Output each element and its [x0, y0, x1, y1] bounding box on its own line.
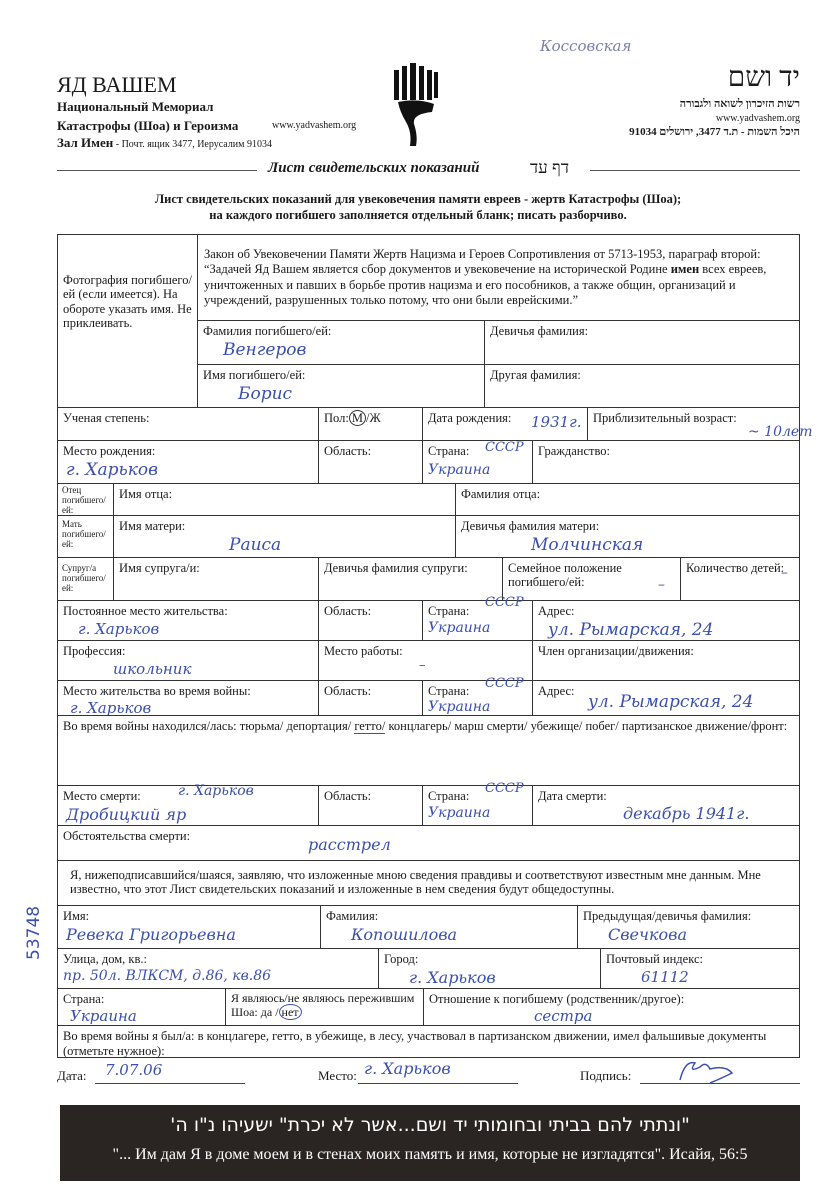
other-surname-field[interactable] [484, 364, 800, 408]
residence-city: г. Харьков [78, 620, 160, 638]
submitter-city: г. Харьков [409, 968, 496, 987]
war-residence-address: ул. Рымарская, 24 [588, 692, 754, 712]
submitter-country-field[interactable] [57, 988, 226, 1026]
residence-label: Постоянное место жительства: [63, 604, 228, 618]
submitter-name: Ревека Григорьевна [66, 925, 236, 944]
intro-line2: на каждого погибшего заполняется отдельный бланк; писать разборчиво. [209, 207, 627, 222]
date-value[interactable]: 7.07.06 [105, 1061, 163, 1079]
war-status-prefix: Во время войны находился/лась: тюрьма/ депортация/ [63, 719, 355, 733]
submitter-country: Украина [70, 1007, 137, 1025]
death-place-field[interactable] [57, 785, 319, 826]
survivor-yes[interactable]: да / [260, 1004, 279, 1019]
place-value[interactable]: г. Харьков [364, 1059, 451, 1078]
residence-region-field[interactable] [318, 600, 423, 641]
war-region-field[interactable] [318, 680, 423, 716]
spouse-marital-label: Семейное положение погибшего/ей: [508, 561, 622, 590]
quote-banner [60, 1105, 800, 1181]
victim-name-label: Имя погибшего/ей: [203, 368, 306, 382]
org-name-he: יד ושם [727, 62, 800, 93]
victim-maiden-label: Девичья фамилия: [490, 324, 589, 338]
war-residence-region-label: Область: [324, 684, 372, 698]
victim-surname-value: Венгеров [223, 340, 307, 360]
hall-name: Зал Имен [57, 135, 114, 150]
submitter-surname: Копошилова [351, 925, 458, 944]
victim-dob: 1931г. [531, 413, 582, 431]
victim-surname-label: Фамилия погибшего/ей: [203, 324, 332, 338]
death-country-2: Украина [428, 805, 491, 821]
death-date-label: Дата смерти: [538, 789, 607, 803]
death-place-2: Дробицкий яр [66, 805, 187, 824]
dob-field[interactable] [422, 407, 588, 441]
address-text: - Почт. ящик 3477, Иерусалим 91034 [115, 139, 272, 150]
signature-mark[interactable] [670, 1055, 740, 1090]
signature-label: Подпись: [580, 1068, 632, 1083]
death-region-field[interactable] [318, 785, 423, 826]
father-surname-field[interactable] [455, 483, 800, 516]
death-region-label: Область: [324, 789, 372, 803]
submitter-prev-label: Предыдущая/девичья фамилия: [583, 909, 752, 923]
subtitle-he: רשות הזיכרון לשואה ולגבורה [679, 98, 800, 110]
spouse-children-label: Количество детей: [686, 561, 785, 575]
address-ru [57, 135, 272, 151]
residence-field[interactable] [57, 600, 319, 641]
victim-age-label: Приблизительный возраст: [593, 411, 737, 425]
yad-vashem-logo [392, 62, 442, 147]
mother-name-label: Имя матери: [119, 519, 186, 533]
spouse-side-label: Супруг/а погибшего/ей: [57, 557, 114, 601]
citizenship-field[interactable] [532, 440, 800, 484]
war-residence-label: Место жительства во время войны: [63, 684, 251, 698]
victim-country-label: Страна: [428, 444, 470, 458]
mother-maiden-field[interactable] [455, 515, 800, 558]
archive-note: Коссовская [540, 37, 632, 55]
work-workplace-label: Место работы: [324, 644, 403, 658]
photo-note: Фотография погибшего/ей (если имеется). На обороте указать имя. Не приклеивать. [63, 273, 192, 331]
mother-maiden-label: Девичья фамилия матери: [461, 519, 600, 533]
residence-address-field[interactable] [532, 600, 800, 641]
membership-field[interactable] [532, 640, 800, 681]
submitter-prev-surname-field[interactable] [577, 905, 800, 949]
children-count-field[interactable] [680, 557, 800, 601]
mother-name-field[interactable] [113, 515, 456, 558]
intro-line1: Лист свидетельских показаний для увековечения памяти евреев - жертв Катастрофы (Шоа); [154, 192, 682, 206]
ghetto-marked: гетто/ [354, 719, 386, 733]
war-status-field[interactable] [57, 715, 800, 786]
victim-degree-label: Ученая степень: [63, 411, 150, 425]
org-line2: Катастрофы (Шоа) и Героизма [57, 118, 239, 133]
work-member-label: Член организации/движения: [538, 644, 694, 658]
submitter-surname-field[interactable] [320, 905, 578, 949]
war-residence-country-1: СССР [485, 676, 524, 691]
spouse-maiden-label: Девичья фамилия супруги: [324, 561, 468, 575]
victim-other-surname-label: Другая фамилия: [490, 368, 581, 382]
quote-hebrew: "ונתתי להם בביתי ובחומותי יד ושם...אשר לא יכרת" ישעיהו נ"ו ה' [170, 1114, 690, 1136]
org-name-ru: ЯД ВАШЕМ [57, 72, 177, 97]
survivor-field[interactable] [225, 988, 424, 1026]
war-country-field[interactable] [422, 676, 533, 716]
submitter-city-label: Город: [384, 952, 419, 966]
birth-region-field[interactable] [318, 440, 423, 484]
father-name-label: Имя отца: [119, 487, 173, 501]
address-he: היכל השמות - ת.ד 3477, ירושלים 91034 [629, 126, 800, 138]
work-profession: школьник [113, 660, 192, 678]
war-residence-country-label: Страна: [428, 684, 470, 698]
victim-sex-label: Пол: [324, 411, 349, 425]
death-country-1: СССР [485, 781, 524, 796]
birth-country-field[interactable] [422, 440, 533, 484]
website-left: www.yadvashem.org [272, 120, 357, 131]
victim-birthplace: г. Харьков [66, 460, 159, 480]
submitter-country-label: Страна: [63, 992, 105, 1006]
submitter-war-field[interactable]: Во время войны я был/а: в концлагере, гетто, в убежище, в лесу, участвовал в партизанском движении, имел фальшивые документы (отметьте нужное): [57, 1025, 800, 1058]
spouse-name-label: Имя супруга/и: [119, 561, 200, 575]
war-status-suffix: концлагерь/ марш смерти/ убежище/ побег/ партизанское движение/фронт: [385, 719, 788, 733]
law-text-before: Закон об Увековечении Памяти Жертв Нацизма и Героев Сопротивления от 5713-1953, параграф второй: “Задачей Яд Вашем является сбор документов и увековечение на исторической Родине [204, 247, 761, 277]
death-circumstances-label: Обстоятельства смерти: [63, 829, 191, 843]
death-country-field[interactable] [422, 781, 533, 826]
submitter-zip-label: Почтовый индекс: [606, 952, 703, 966]
date-label: Дата: [57, 1068, 87, 1083]
submitter-street: пр. 50л. ВЛКСМ, д.86, кв.86 [63, 968, 272, 984]
work-workplace: – [419, 658, 426, 673]
law-bold: имен [670, 262, 700, 277]
form-title-he: דף עד [530, 158, 570, 177]
law-text [197, 234, 800, 321]
sex-field[interactable]: Пол: М /Ж [318, 407, 423, 441]
age-field[interactable] [587, 407, 813, 441]
father-side-label: Отец погибшего/ей: [57, 483, 114, 516]
intro-text [0, 192, 836, 223]
marital-status-field[interactable] [502, 557, 681, 601]
residence-country-field[interactable] [422, 595, 533, 641]
title-rule-left [57, 170, 257, 171]
war-residence-city: г. Харьков [70, 699, 152, 717]
declaration-text: Я, нижеподписавшийся/шаяся, заявляю, что изложенные мною сведения правдивы и соответствуют известным мне данным. Мне известно, что этот Лист свидетельских показаний и изложенные в нем сведения будут общедоступны. [57, 860, 800, 906]
victim-region-label: Область: [324, 444, 372, 458]
victim-birth-country-1: СССР [485, 440, 524, 455]
victim-citizenship-label: Гражданство: [538, 444, 611, 458]
submitter-name-label: Имя: [63, 909, 90, 923]
place-label: Место: [318, 1068, 357, 1083]
submitter-zip: 61112 [641, 968, 689, 986]
victim-dob-label: Дата рождения: [428, 411, 512, 425]
victim-surname-field[interactable] [197, 320, 485, 365]
residence-country-1: СССР [485, 595, 524, 610]
residence-address: ул. Рымарская, 24 [548, 620, 714, 640]
submitter-relation: сестра [534, 1007, 593, 1025]
law-text-after: всех евреев, уничтоженных и павших в борьбе против нацизма и его пособников, а также общин, организаций и учреждений, разрушенных только потому, что они были еврейскими.” [204, 262, 767, 307]
father-name-field[interactable] [113, 483, 456, 516]
death-country-label: Страна: [428, 789, 470, 803]
death-circumstances: расстрел [308, 835, 391, 854]
submitter-surname-label: Фамилия: [326, 909, 379, 923]
city-field[interactable] [378, 948, 601, 989]
side-number: 53748 [24, 905, 44, 960]
mother-side-label: Мать погибшего/ей: [57, 515, 114, 558]
death-date: декабрь 1941г. [623, 804, 750, 823]
org-line1: Национальный Мемориал [57, 99, 214, 114]
victim-birthplace-label: Место рождения: [63, 444, 156, 458]
degree-field[interactable] [57, 407, 319, 441]
submitter-name-field[interactable] [57, 905, 321, 949]
death-place-1: г. Харьков [178, 783, 254, 799]
war-residence-country-2: Украина [428, 699, 491, 715]
profession-field[interactable] [57, 640, 319, 681]
zip-field[interactable] [600, 948, 800, 989]
title-rule-right [590, 170, 800, 171]
workplace-field[interactable] [318, 640, 533, 681]
birthplace-field[interactable] [57, 440, 319, 484]
submitter-relation-label: Отношение к погибшему (родственник/другое): [429, 992, 685, 1006]
sex-female[interactable]: Ж [369, 411, 381, 425]
work-profession-label: Профессия: [63, 644, 126, 658]
street-field[interactable] [57, 948, 379, 989]
relation-field[interactable] [423, 988, 800, 1026]
war-address-field[interactable] [532, 680, 800, 716]
spouse-maiden-field[interactable] [318, 557, 503, 601]
submitter-prev: Свечкова [608, 925, 688, 944]
spouse-name-field[interactable] [113, 557, 319, 601]
residence-country-label: Страна: [428, 604, 470, 618]
victim-birth-country-2: Украина [428, 462, 491, 478]
photo-box [57, 234, 198, 408]
mother-name: Раиса [229, 535, 282, 555]
residence-country-2: Украина [428, 620, 491, 636]
death-date-field[interactable] [532, 785, 800, 826]
spouse-marital: – [658, 577, 665, 593]
war-residence-address-label: Адрес: [538, 684, 575, 698]
residence-address-label: Адрес: [538, 604, 575, 618]
father-surname-label: Фамилия отца: [461, 487, 541, 501]
form-title: Лист свидетельских показаний [268, 160, 480, 176]
victim-name-field[interactable] [197, 364, 485, 408]
residence-region-label: Область: [324, 604, 372, 618]
survivor-no-selected[interactable]: нет [279, 1004, 302, 1020]
victim-name-value: Борис [238, 384, 293, 404]
death-circumstances-field[interactable] [57, 825, 800, 861]
submitter-street-label: Улица, дом, кв.: [63, 952, 147, 966]
victim-age: ~ 10лет [748, 424, 813, 440]
maiden-name-field[interactable] [484, 320, 800, 365]
quote-russian: "... Им дам Я в доме моем и в стенах моих память и имя, которые не изгладятся". Исайя, 56:5 [112, 1146, 748, 1163]
website-right: www.yadvashem.org [715, 113, 800, 124]
sex-male-selected[interactable]: М [349, 410, 366, 426]
mother-maiden: Молчинская [531, 535, 644, 555]
death-place-label: Место смерти: [63, 789, 141, 803]
submitter-survivor-label: Я являюсь/не являюсь пережившим Шоа: [231, 991, 415, 1019]
war-residence-field[interactable] [57, 680, 319, 716]
spouse-children: – [781, 565, 788, 581]
